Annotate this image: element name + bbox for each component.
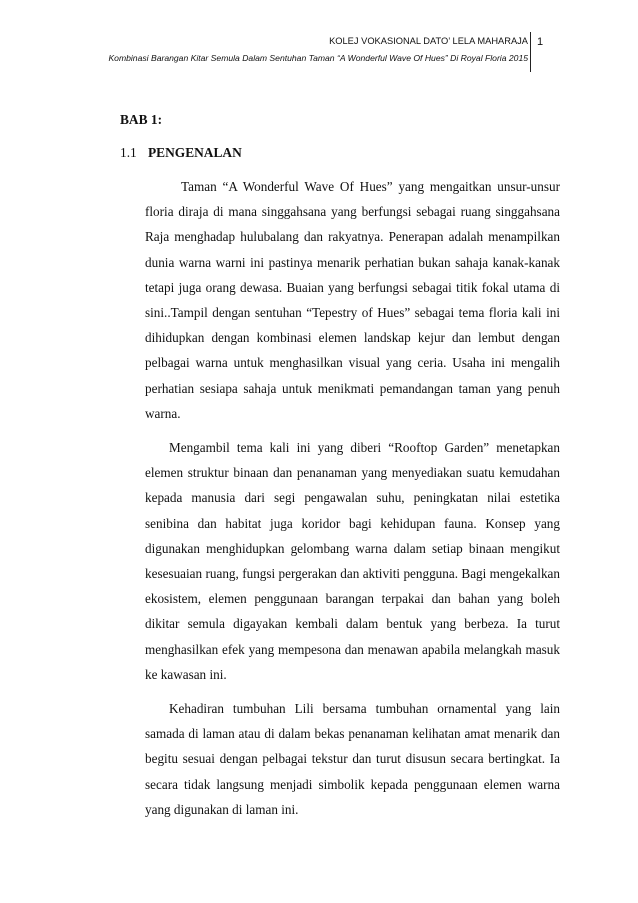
section-number: 1.1 [120,145,137,160]
section-title: PENGENALAN [148,145,242,160]
section-heading [120,145,242,161]
paragraph: Mengambil tema kali ini yang diberi “Rooftop Garden” menetapkan elemen struktur binaan dan penanaman yang menyediakan suatu kemudahan kepada manusia dari segi pengawalan suhu, peningkatan nilai estetika senibina dan habitat juga koridor bagi kehidupan fauna. Konsep yang digunakan menghidupkan gelombang warna dalam setiap binaan mengikut kesesuaian ruang, fungsi pergerakan dan aktiviti pengguna. Bagi mengekalkan ekosistem, elemen penggunaan barangan terpakai dan bahan yang boleh dikitar semula digayakan kembali dalam bentuk yang berbeza. Ia turut menghasilkan efek yang mempesona dan menawan apabila melangkah masuk ke kawasan ini. [145,440,560,682]
paragraph: Kehadiran tumbuhan Lili bersama tumbuhan ornamental yang lain samada di laman atau di dalam bekas penanaman kelihatan amat menarik dan begitu sesuai dengan pelbagai tekstur dan turut disusun secara bertingkat. Ia secara tidak langsung menjadi simbolik kepada penggunaan elemen warna yang digunakan di laman ini. [145,701,560,817]
page-number: 1 [537,36,544,48]
chapter-label: BAB 1: [120,112,163,127]
page-header [0,36,638,76]
header-subtitle: Kombinasi Barangan Kitar Semula Dalam Sentuhan Taman “A Wonderful Wave Of Hues” Di Royal Floria 2015 [108,53,528,63]
header-divider [530,32,531,72]
paragraph: Taman “A Wonderful Wave Of Hues” yang mengaitkan unsur-unsur floria diraja di mana singgahsana yang berfungsi sebagai ruang singgahsana Raja menghadap hulubalang dan rakyatnya. Penerapan adalah menampilkan dunia warna warni ini pastinya menarik perhatian bukan sahaja kanak-kanak tetapi juga orang dewasa. Buaian yang berfungsi sebagai titik fokal utama di sini..Tampil dengan sentuhan “Tepestry of Hues” sebagai tema floria kali ini dihidupkan dengan kombinasi elemen landskap kejur dan lembut dengan pelbagai warna untuk menghasilkan visual yang ceria. Usaha ini mengalih perhatian sesiapa sahaja untuk menikmati pemandangan taman yang penuh warna. [145,179,560,421]
body-content [145,174,560,822]
header-institution: KOLEJ VOKASIONAL DATO’ LELA MAHARAJA [329,36,528,46]
